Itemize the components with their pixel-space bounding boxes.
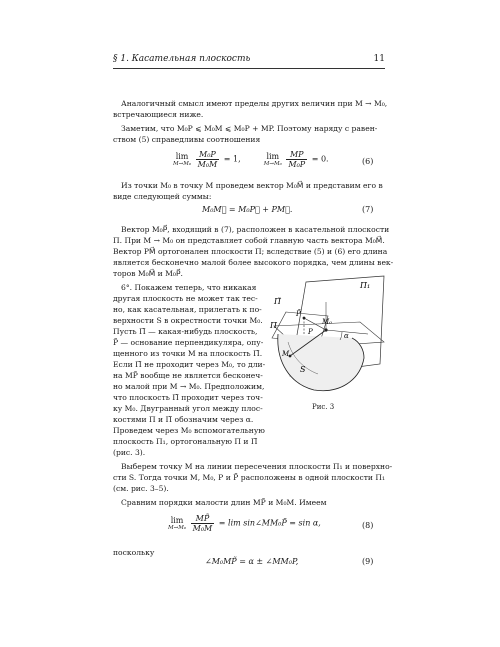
text-line: ством (5) справедливы соотношения: [113, 135, 261, 144]
page-number: 11: [373, 54, 385, 64]
equation-7: M₀M⃗ = M₀P⃗ + PM⃗.: [202, 205, 293, 214]
text-line: Π. При M → M₀ он представляет собой главную часть вектора M₀M⃗.: [113, 236, 385, 245]
text-line: щенного из точки M на плоскость Π̃.: [113, 349, 263, 358]
text-line: торов M₀M⃗ и M₀P⃗.: [113, 269, 183, 278]
running-header: [113, 52, 385, 69]
label-pi1: Π₁: [360, 281, 371, 290]
label-ptilde: P̃: [296, 310, 301, 318]
text-line: плоскость Π₁, ортогональную Π и Π̃: [113, 437, 258, 446]
figure-caption: Рис. 3: [312, 403, 335, 411]
text-line: Заметим, что M₀P ⩽ M₀M ⩽ M₀P + MP. Поэтому наряду с равен-: [121, 124, 378, 133]
equation-number: (8): [362, 521, 374, 530]
figure-3: [268, 272, 386, 402]
text-line: Выберем точку M на линии пересечения плоскости Π₁ и поверхно-: [121, 462, 393, 471]
equation-number: (9): [362, 557, 374, 566]
text-line: виде следующей суммы:: [113, 192, 212, 201]
text-line: на MP̃ вообще не является бесконеч-: [113, 371, 263, 380]
text-line: P̃ — основание перпендикуляра, опу-: [113, 338, 264, 347]
text-line: встречающиеся ниже.: [113, 110, 204, 119]
text-line: сти S. Тогда точки M, M₀, P и P̃ расположены в одной плоскости Π₁: [113, 473, 386, 482]
text-line: Аналогичный смысл имеют пределы других величин при M → M₀,: [121, 99, 388, 108]
text-line: Вектор M₀P⃗, входящий в (7), расположен в касательной плоскости: [121, 225, 390, 234]
surface-s: [278, 334, 364, 391]
text-line: Если Π̃ не проходит через M₀, то дли-: [113, 360, 266, 369]
label-m: M: [282, 350, 290, 358]
text-line: ку M₀. Двугранный угол между плос-: [113, 404, 263, 413]
equation-number: (7): [362, 205, 374, 214]
text-line: Из точки M₀ в точку M проведем вектор M₀M⃗ и представим его в: [121, 181, 383, 190]
text-line: верхности S в окрестности точки M₀.: [113, 316, 263, 325]
text-line: 6°. Покажем теперь, что никакая: [121, 283, 257, 292]
text-line: что плоскость Π̃ проходит через точ-: [113, 393, 263, 402]
text-line: но малой при M → M₀. Предположим,: [113, 382, 265, 391]
text-line: Сравним порядки малости длин MP̃ и M₀M. Имеем: [121, 498, 327, 507]
text-line: Вектор PM⃗ ортогонален плоскости Π; вследствие (5) и (6) его длина: [113, 247, 388, 256]
text-line: другая плоскость не может так тес-: [113, 294, 258, 303]
text-line: поскольку: [113, 548, 155, 557]
equation-9: ∠M₀MP̃ = α ± ∠MM₀P,: [205, 557, 299, 566]
text-line: является бесконечно малой более высокого порядка, чем длины век-: [113, 258, 394, 267]
label-m0: M₀: [322, 318, 332, 326]
label-pitilde: Π̃: [274, 297, 281, 306]
text-line: но, как касательная, прилегать к по-: [113, 305, 262, 314]
equation-number: (6): [362, 157, 374, 166]
text-line: костями Π и Π̃ обозначим через α.: [113, 415, 254, 424]
text-line: Проведем через M₀ вспомогательную: [113, 426, 265, 435]
label-s: S: [300, 365, 306, 374]
text-line: (рис. 3).: [113, 448, 146, 457]
equation-8: lim M→M₀ $\frac{MP̃}{\text{M₀M}}$ = lim sin∠MM₀P̃ = sin α,: [168, 514, 321, 533]
label-p: P: [308, 328, 313, 336]
text-line: (см. рис. 3–5).: [113, 484, 169, 493]
text-line: Пусть Π̃ — какая-нибудь плоскость,: [113, 327, 258, 336]
label-alpha: α: [344, 332, 349, 340]
label-pi: Π: [270, 321, 277, 330]
equation-6: lim M→M₀ $\frac{\text{M₀P}}{\text{M₀M}}$ = 1, lim M→M₀ $\frac{MP}{\text{M₀P}}$ = 0.: [173, 150, 329, 169]
section-title: § 1. Касательная плоскость: [113, 54, 251, 64]
